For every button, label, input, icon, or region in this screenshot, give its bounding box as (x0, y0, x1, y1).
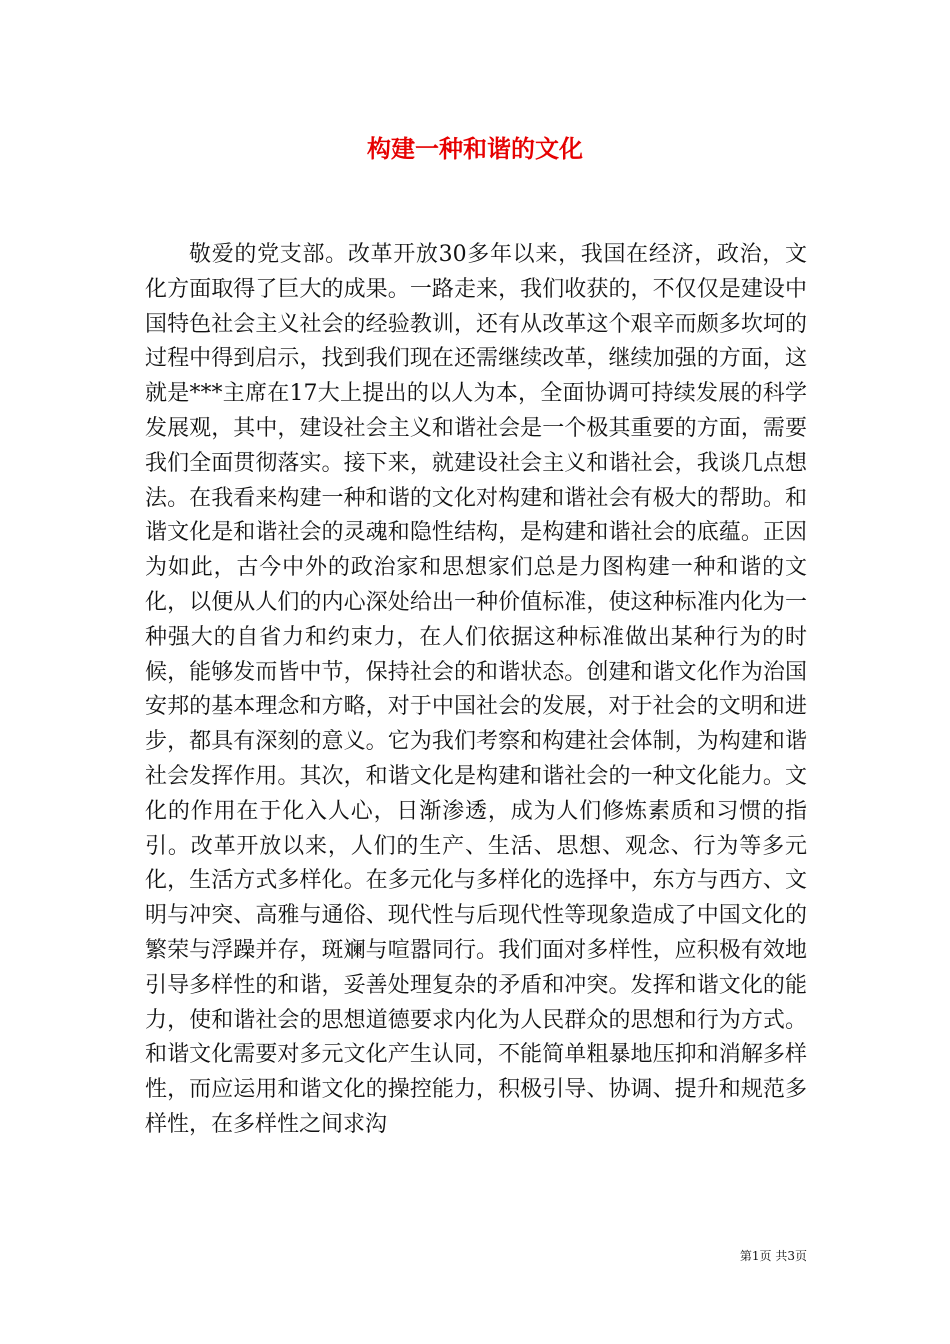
page-title: 构建一种和谐的文化 (367, 134, 583, 163)
body-paragraph: 敬爱的党支部。改革开放30多年以来，我国在经济，政治，文化方面取得了巨大的成果。一路走来，我们收获的，不仅仅是建设中国特色社会主义社会的经验教训，还有从改革这个艰辛而颇多坎坷的过程中得到启示，找到我们现在还需继续改革，继续加强的方面，这就是***主席在17大上提出的以人为本，全面协调可持续发展的科学发展观，其中，建设社会主义和谐社会是一个极其重要的方面，需要我们全面贯彻落实。接下来，就建设社会主义和谐社会，我谈几点想法。在我看来构建一种和谐的文化对构建和谐社会有极大的帮助。和谐文化是和谐社会的灵魂和隐性结构，是构建和谐社会的底蕴。正因为如此，古今中外的政治家和思想家们总是力图构建一种和谐的文化，以便从人们的内心深处给出一种价值标准，使这种标准内化为一种强大的自省力和约束力，在人们依据这种标准做出某种行为的时候，能够发而皆中节，保持社会的和谐状态。创建和谐文化作为治国安邦的基本理念和方略，对于中国社会的发展，对于社会的文明和进步，都具有深刻的意义。它为我们考察和构建社会体制，为构建和谐社会发挥作用。其次，和谐文化是构建和谐社会的一种文化能力。文化的作用在于化入人心，日渐渗透，成为人们修炼素质和习惯的指引。改革开放以来，人们的生产、生活、思想、观念、行为等多元化，生活方式多样化。在多元化与多样化的选择中，东方与西方、文明与冲突、高雅与通俗、现代性与后现代性等现象造成了中国文化的繁荣与浮躁并存，斑斓与喧嚣同行。我们面对多样性，应积极有效地引导多样性的和谐，妥善处理复杂的矛盾和冲突。发挥和谐文化的能力，使和谐社会的思想道德要求内化为人民群众的思想和行为方式。和谐文化需要对多元文化产生认同，不能简单粗暴地压抑和消解多样性，而应运用和谐文化的操控能力，积极引导、协调、提升和规范多样性，在多样性之间求沟 (145, 242, 807, 1137)
page-number: 第1页 共3页 (739, 1249, 807, 1263)
